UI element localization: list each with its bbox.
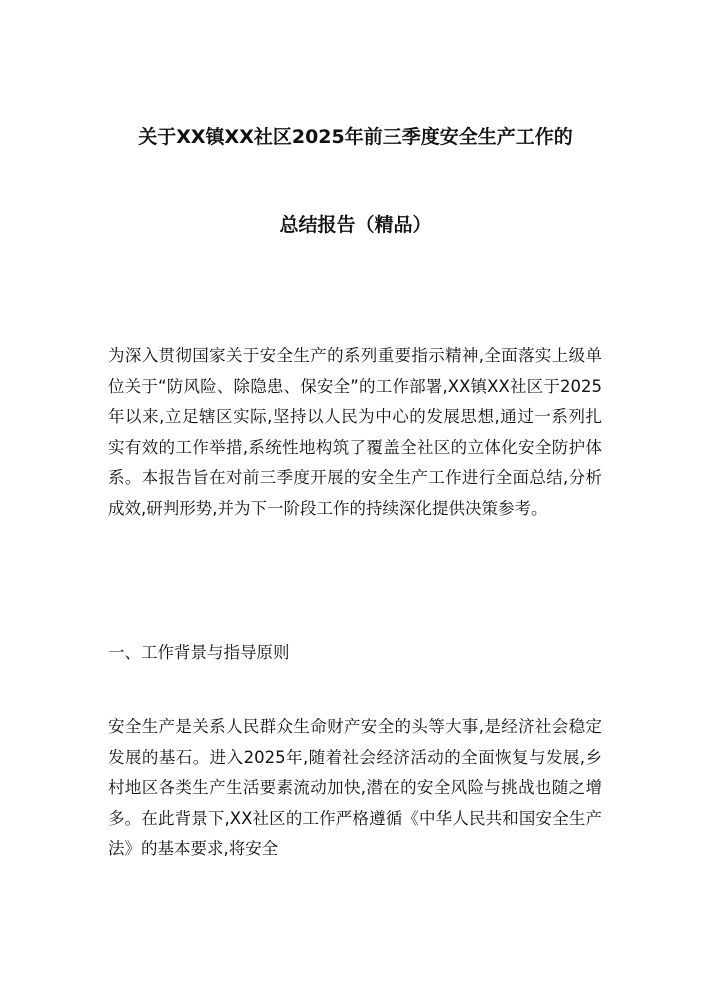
intro-paragraph: 为深入贯彻国家关于安全生产的系列重要指示精神,全面落实上级单位关于“防风险、除隐患、保安全”的工作部署,XX镇XX社区于2025年以来,立足辖区实际,坚持以人民为中心的发展思想,通过一系列扎实有效的工作举措,系统性地构筑了覆盖全社区的立体化安全防护体系。本报告旨在对前三季度开展的安全生产工作进行全面总结,分析成效,研判形势,并为下一阶段工作的持续深化提供决策参考。 (108, 346, 602, 518)
section-heading: 一、工作背景与指导原则 (108, 643, 290, 662)
document-title-line-2: 总结报告（精品） (279, 214, 432, 236)
section-paragraph: 安全生产是关系人民群众生命财产安全的头等大事,是经济社会稳定发展的基石。进入2025年,随着社会经济活动的全面恢复与发展,乡村地区各类生产生活要素流动加快,潜在的安全风险与挑战也随之增多。在此背景下,XX社区的工作严格遵循《中华人民共和国安全生产法》的基本要求,将安全 (108, 717, 602, 858)
document-title-line-1: 关于XX镇XX社区2025年前三季度安全生产工作的 (138, 126, 573, 148)
